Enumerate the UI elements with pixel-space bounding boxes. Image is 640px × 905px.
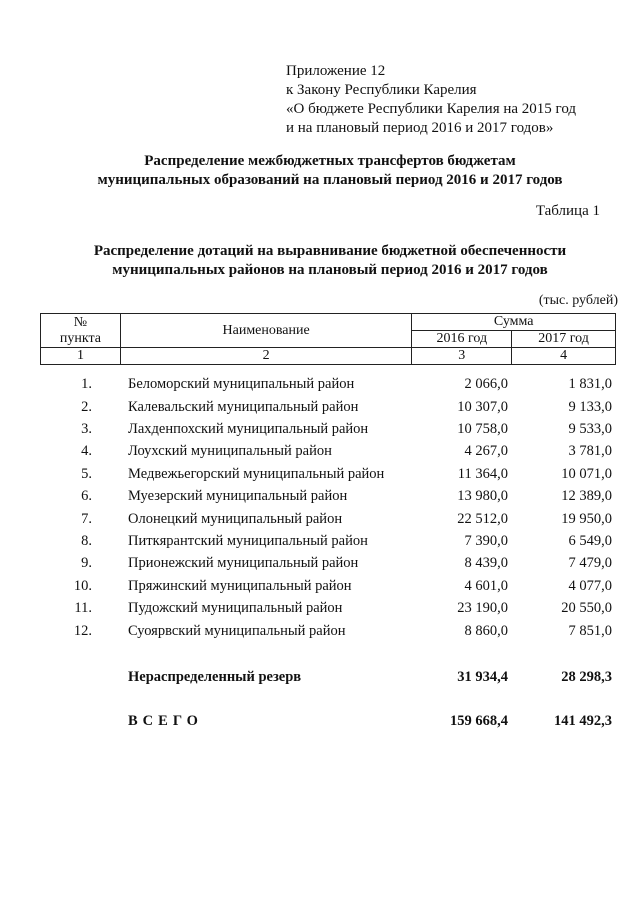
row-value-2016: 4 267,0	[464, 443, 508, 459]
row-name: Пряжинский муниципальный район	[128, 578, 352, 594]
header-name-cell: Наименование	[120, 314, 411, 348]
document-title	[40, 152, 620, 190]
total-name: ВСЕГО	[128, 713, 203, 729]
row-number: 4.	[81, 443, 92, 459]
row-value-2016: 2 066,0	[464, 376, 508, 392]
row-name: Беломорский муниципальный район	[128, 376, 355, 392]
row-value-2017: 9 133,0	[568, 399, 612, 415]
row-name: Суоярвский муниципальный район	[128, 623, 346, 639]
reserve-value-2017: 28 298,3	[561, 669, 612, 685]
row-value-2017: 4 077,0	[568, 578, 612, 594]
row-name: Лахденпохский муниципальный район	[128, 421, 369, 437]
row-value-2017: 20 550,0	[561, 600, 612, 616]
table-title-line: муниципальных районов на плановый период 2016 и 2017 годов	[112, 262, 548, 278]
row-name: Лоухский муниципальный район	[128, 443, 332, 459]
row-name: Муезерский муниципальный район	[128, 488, 348, 504]
row-value-2017: 7 851,0	[568, 623, 612, 639]
row-number: 11.	[74, 600, 92, 616]
row-value-2017: 19 950,0	[561, 511, 612, 527]
row-value-2016: 13 980,0	[457, 488, 508, 504]
row-value-2017: 7 479,0	[568, 555, 612, 571]
table-title	[40, 242, 620, 280]
row-number: 5.	[81, 466, 92, 482]
row-value-2016: 4 601,0	[464, 578, 508, 594]
table-caption: Таблица 1	[535, 203, 600, 219]
header-number-word: пункта	[59, 330, 101, 346]
column-number-3: 3	[412, 348, 512, 365]
table-row	[40, 463, 616, 485]
appendix-line: «О бюджете Республики Карелия на 2015 год	[286, 101, 577, 117]
table-header	[40, 313, 616, 365]
row-number: 9.	[81, 555, 92, 571]
row-number: 6.	[81, 488, 92, 504]
table-title-line: Распределение дотаций на выравнивание бюджетной обеспеченности	[93, 243, 567, 259]
row-name: Питкярантский муниципальный район	[128, 533, 368, 549]
row-number: 2.	[81, 399, 92, 415]
document-title-line: Распределение межбюджетных трансфертов бюджетам	[144, 153, 516, 169]
header-sum-cell: Сумма	[412, 314, 616, 331]
row-value-2017: 12 389,0	[561, 488, 612, 504]
units-label: (тыс. рублей)	[538, 293, 618, 308]
row-value-2016: 10 307,0	[457, 399, 508, 415]
total-value-2016: 159 668,4	[450, 713, 508, 729]
row-number: 1.	[81, 376, 92, 392]
appendix-header	[286, 62, 576, 138]
row-number: 8.	[81, 533, 92, 549]
document-title-line: муниципальных образований на плановый период 2016 и 2017 годов	[97, 172, 563, 188]
table-row	[40, 396, 616, 418]
header-number-cell	[41, 314, 121, 348]
table-row	[40, 440, 616, 462]
row-name: Пудожский муниципальный район	[128, 600, 343, 616]
table-row	[40, 530, 616, 552]
table-row	[40, 575, 616, 597]
appendix-line: Приложение 12	[286, 63, 386, 79]
row-value-2017: 1 831,0	[568, 376, 612, 392]
reserve-name: Нераспределенный резерв	[128, 669, 302, 685]
row-value-2017: 3 781,0	[568, 443, 612, 459]
reserve-value-2016: 31 934,4	[457, 669, 508, 685]
row-value-2016: 10 758,0	[457, 421, 508, 437]
appendix-line: и на плановый период 2016 и 2017 годов»	[286, 120, 554, 136]
table-row	[40, 508, 616, 530]
appendix-line: к Закону Республики Карелия	[286, 82, 477, 98]
header-number-symbol: №	[73, 314, 88, 330]
row-value-2016: 8 860,0	[464, 623, 508, 639]
row-value-2016: 11 364,0	[457, 466, 508, 482]
table-row	[40, 597, 616, 619]
table-row	[40, 418, 616, 440]
row-name: Медвежьегорский муниципальный район	[128, 466, 385, 482]
table-row	[40, 485, 616, 507]
row-value-2016: 7 390,0	[464, 533, 508, 549]
column-number-2: 2	[120, 348, 411, 365]
row-value-2016: 22 512,0	[457, 511, 508, 527]
row-value-2017: 10 071,0	[561, 466, 612, 482]
row-value-2017: 9 533,0	[568, 421, 612, 437]
column-number-4: 4	[512, 348, 616, 365]
row-value-2016: 23 190,0	[457, 600, 508, 616]
table-row	[40, 373, 616, 395]
table-row	[40, 620, 616, 642]
row-name: Калевальский муниципальный район	[128, 399, 359, 415]
row-number: 10.	[73, 578, 92, 594]
table-row	[40, 552, 616, 574]
row-number: 7.	[81, 511, 92, 527]
row-value-2016: 8 439,0	[464, 555, 508, 571]
column-number-1: 1	[41, 348, 121, 365]
total-value-2017: 141 492,3	[554, 713, 612, 729]
total-row	[40, 710, 616, 732]
reserve-row	[40, 666, 616, 688]
row-value-2017: 6 549,0	[568, 533, 612, 549]
row-name: Прионежский муниципальный район	[128, 555, 359, 571]
header-2016-cell: 2016 год	[412, 331, 512, 348]
row-number: 12.	[73, 623, 92, 639]
header-2017-cell: 2017 год	[512, 331, 616, 348]
row-name: Олонецкий муниципальный район	[128, 511, 343, 527]
row-number: 3.	[81, 421, 92, 437]
